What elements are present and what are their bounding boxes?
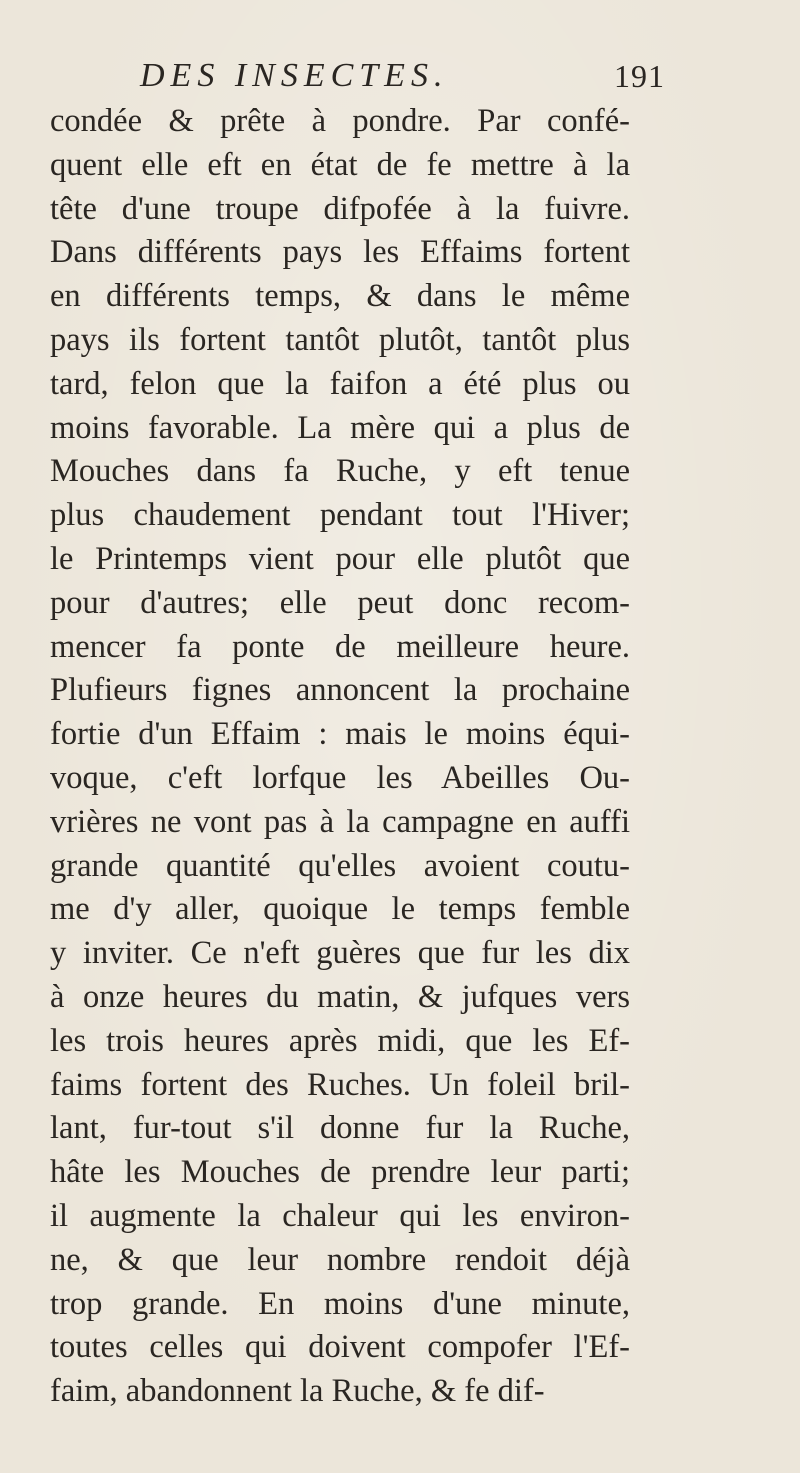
text-line: plus chaudement pendant tout l'Hiver; [50, 497, 630, 534]
text-line: lant, fur-tout s'il donne fur la Ruche, [50, 1110, 630, 1147]
page-number: 191 [614, 58, 665, 94]
text-line: condée & prête à pondre. Par confé- [50, 103, 630, 139]
text-line: trop grande. En moins d'une minute, [50, 1285, 630, 1322]
running-head-title: DES INSECTES. [140, 57, 449, 94]
text-line: faims fortent des Ruches. Un foleil bril- [50, 1066, 630, 1103]
text-line: me d'y aller, quoique le temps femble [50, 891, 630, 928]
text-line: pour d'autres; elle peut donc recom- [50, 584, 630, 621]
text-line: mencer fa ponte de meilleure heure. [50, 628, 630, 665]
text-line: vrières ne vont pas à la campagne en auffi [50, 803, 630, 840]
body-text [50, 100, 630, 1414]
text-line: il augmente la chaleur qui les environ- [50, 1197, 630, 1234]
text-line: grande quantité qu'elles avoient coutu- [50, 847, 630, 884]
text-line: Plufieurs fignes annoncent la prochaine [50, 672, 630, 709]
text-line: quent elle eft en état de fe mettre à la [50, 146, 630, 183]
text-line: les trois heures après midi, que les Ef- [50, 1022, 630, 1059]
text-line: à onze heures du matin, & jufques vers [50, 978, 630, 1015]
text-line: pays ils fortent tantôt plutôt, tantôt plus [50, 321, 630, 358]
text-line: faim, abandonnent la Ruche, & fe dif- [50, 1373, 545, 1410]
text-line: le Printemps vient pour elle plutôt que [50, 540, 630, 577]
text-line: toutes celles qui doivent compofer l'Ef- [50, 1329, 630, 1366]
text-line: moins favorable. La mère qui a plus de [50, 409, 630, 446]
text-line: y inviter. Ce n'eft guères que fur les dix [50, 935, 630, 972]
text-line: en différents temps, & dans le même [50, 278, 630, 315]
text-line: Mouches dans fa Ruche, y eft tenue [50, 453, 630, 490]
text-line: hâte les Mouches de prendre leur parti; [50, 1154, 630, 1191]
text-line: ne, & que leur nombre rendoit déjà [50, 1241, 630, 1278]
running-head [140, 56, 665, 96]
text-line: tête d'une troupe difpofée à la fuivre. [50, 190, 630, 227]
text-line: voque, c'eft lorfque les Abeilles Ou- [50, 759, 630, 796]
text-line: Dans différents pays les Effaims fortent [50, 234, 630, 271]
text-line: fortie d'un Effaim : mais le moins équi- [50, 716, 630, 753]
text-line: tard, felon que la faifon a été plus ou [50, 365, 630, 402]
